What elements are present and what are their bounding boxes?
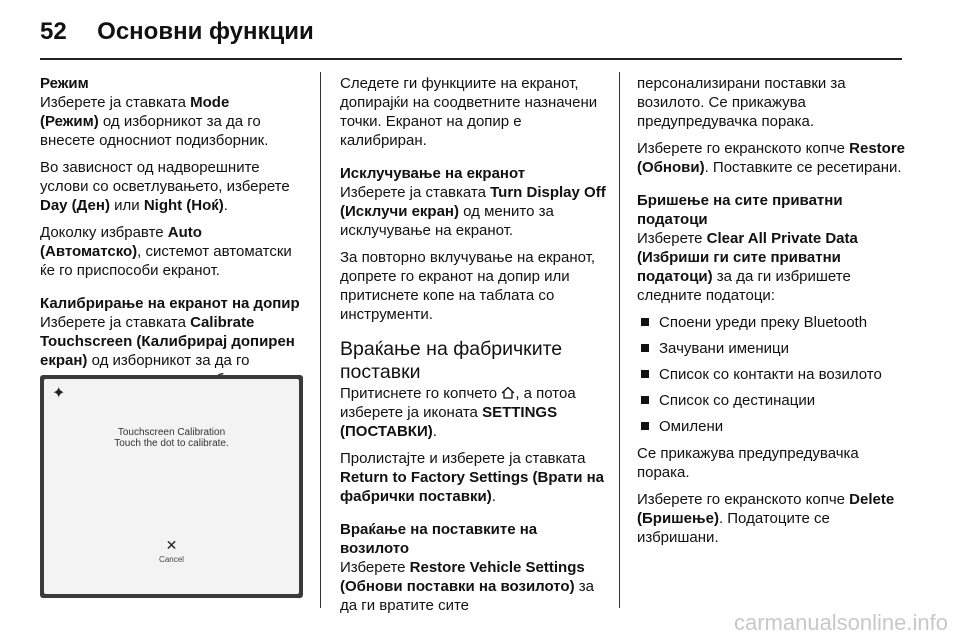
column-2 (340, 74, 606, 623)
watermark: carmanualsonline.info (733, 610, 948, 635)
column-divider-1 (320, 72, 321, 608)
menu-term: Delete (Бришење) (637, 491, 895, 527)
calibration-screen (44, 379, 299, 594)
page-number: 52 (40, 18, 67, 45)
calibration-heading: Калибрирање на екранот на допир (40, 295, 300, 312)
mode-paragraph-3 (40, 223, 308, 280)
clear-data-paragraph (637, 229, 905, 305)
delete-paragraph (637, 490, 905, 547)
factory-reset-paragraph-1 (340, 384, 606, 441)
menu-term: Mode (190, 94, 230, 111)
text: . Поставките се ресетирани. (704, 159, 902, 176)
text: Во зависност од надворешните услови со осветлувањето, изберете (40, 159, 290, 195)
restore-paragraph (637, 139, 905, 177)
menu-term: Restore (Обнови) (637, 140, 906, 176)
factory-reset-paragraph-2 (340, 449, 606, 506)
calibration-target-icon: ✦ (52, 385, 66, 402)
text: за да ги вратите сите (340, 578, 594, 614)
menu-term: Night (Ноќ) (143, 197, 224, 214)
display-on-paragraph: За повторно вклучување на екранот, допрете го екранот на допир или притиснете копе на таблата со инструменти. (340, 249, 596, 323)
calibration-screenshot (40, 375, 303, 598)
cancel-label: Cancel (159, 555, 184, 564)
menu-term: (Режим) (40, 113, 99, 130)
text: Доколку избравте (40, 224, 168, 241)
menu-term: Clear All Private Data (Избриши ги сите приватни податоци) (637, 230, 858, 285)
text: Изберете (340, 559, 410, 576)
text: за да ги избришете следните податоци: (637, 268, 851, 304)
text: Изберете ја ставката (40, 94, 191, 111)
text: или (109, 197, 144, 214)
text: од изборникот за да го внесете односниот подизборник. (40, 113, 269, 149)
page-title: Основни функции (97, 18, 314, 45)
menu-term: Restore Vehicle Settings (Обнови поставки на возилото) (340, 559, 585, 595)
vehicle-settings-paragraph (340, 558, 606, 615)
display-off-heading: Исклучување на екранот (340, 165, 526, 182)
mode-paragraph-1 (40, 93, 308, 150)
display-off-paragraph (340, 183, 606, 240)
vehicle-settings-continued: персонализирани поставки за возилото. Се прикажува предупредувачка порака. (637, 75, 846, 130)
text: , системот автоматски ќе го приспособи екранот. (40, 243, 292, 279)
menu-term: Turn Display Off (Исклучи екран) (340, 184, 606, 220)
text: . (223, 197, 228, 214)
menu-term: SETTINGS (ПОСТАВКИ) (340, 404, 558, 440)
vehicle-settings-heading: Враќање на поставките на возилото (340, 521, 538, 557)
text: од менито за исклучување на екранот. (340, 203, 554, 239)
menu-term: Auto (167, 224, 202, 241)
column-1 (40, 74, 308, 397)
text: Притиснете го копчето (340, 385, 502, 402)
column-divider-2 (619, 72, 620, 608)
column-3 (637, 74, 905, 555)
calibration-title: Touchscreen Calibration (117, 427, 226, 438)
text: Изберете ја ставката (340, 184, 491, 201)
close-icon: ✕ (165, 537, 178, 553)
calibration-instruction: Touch the dot to calibrate. (114, 438, 229, 449)
menu-term: Return to Factory Settings (Врати на фабрички поставки) (340, 469, 604, 505)
list-item: Зачувани именици (637, 339, 905, 358)
list-item: Список со дестинации (637, 391, 905, 410)
list-item: Список со контакти на возилото (637, 365, 905, 384)
home-icon (501, 386, 515, 399)
list-item: Омилени (637, 417, 905, 436)
clear-data-list (637, 313, 905, 436)
clear-data-heading: Бришење на сите приватни податоци (637, 192, 843, 228)
menu-term: (Автоматско) (40, 243, 138, 260)
header-rule (40, 58, 902, 60)
text: Изберете го екранското копче (637, 491, 850, 508)
text: Изберете го екранското копче (637, 140, 850, 157)
text: Изберете (637, 230, 707, 247)
calibration-follow-paragraph: Следете ги функциите на екранот, допирајќи на соодветните назначени точки. Екранот на допир е калибриран. (340, 75, 598, 149)
mode-paragraph-2 (40, 158, 308, 215)
warning-paragraph: Се прикажува предупредувачка порака. (637, 445, 859, 481)
page-header (40, 18, 314, 50)
text: . (432, 423, 437, 440)
list-item: Споени уреди преку Bluetooth (637, 313, 905, 332)
text: , а потоа изберете ја иконата (340, 385, 576, 421)
text: Пролистајте и изберете ја ставката (340, 450, 586, 467)
text: . (491, 488, 496, 505)
menu-term: Calibrate Touchscreen (Калибрирај допирен екран) (40, 314, 295, 369)
factory-reset-heading: Враќање на фабричките поставки (340, 338, 563, 383)
mode-heading: Режим (40, 75, 89, 92)
text: Изберете ја ставката (40, 314, 191, 331)
menu-term: Day (Ден) (40, 197, 110, 214)
text: од изборникот за да го (91, 352, 250, 369)
text: . Податоците се избришани. (637, 510, 830, 546)
